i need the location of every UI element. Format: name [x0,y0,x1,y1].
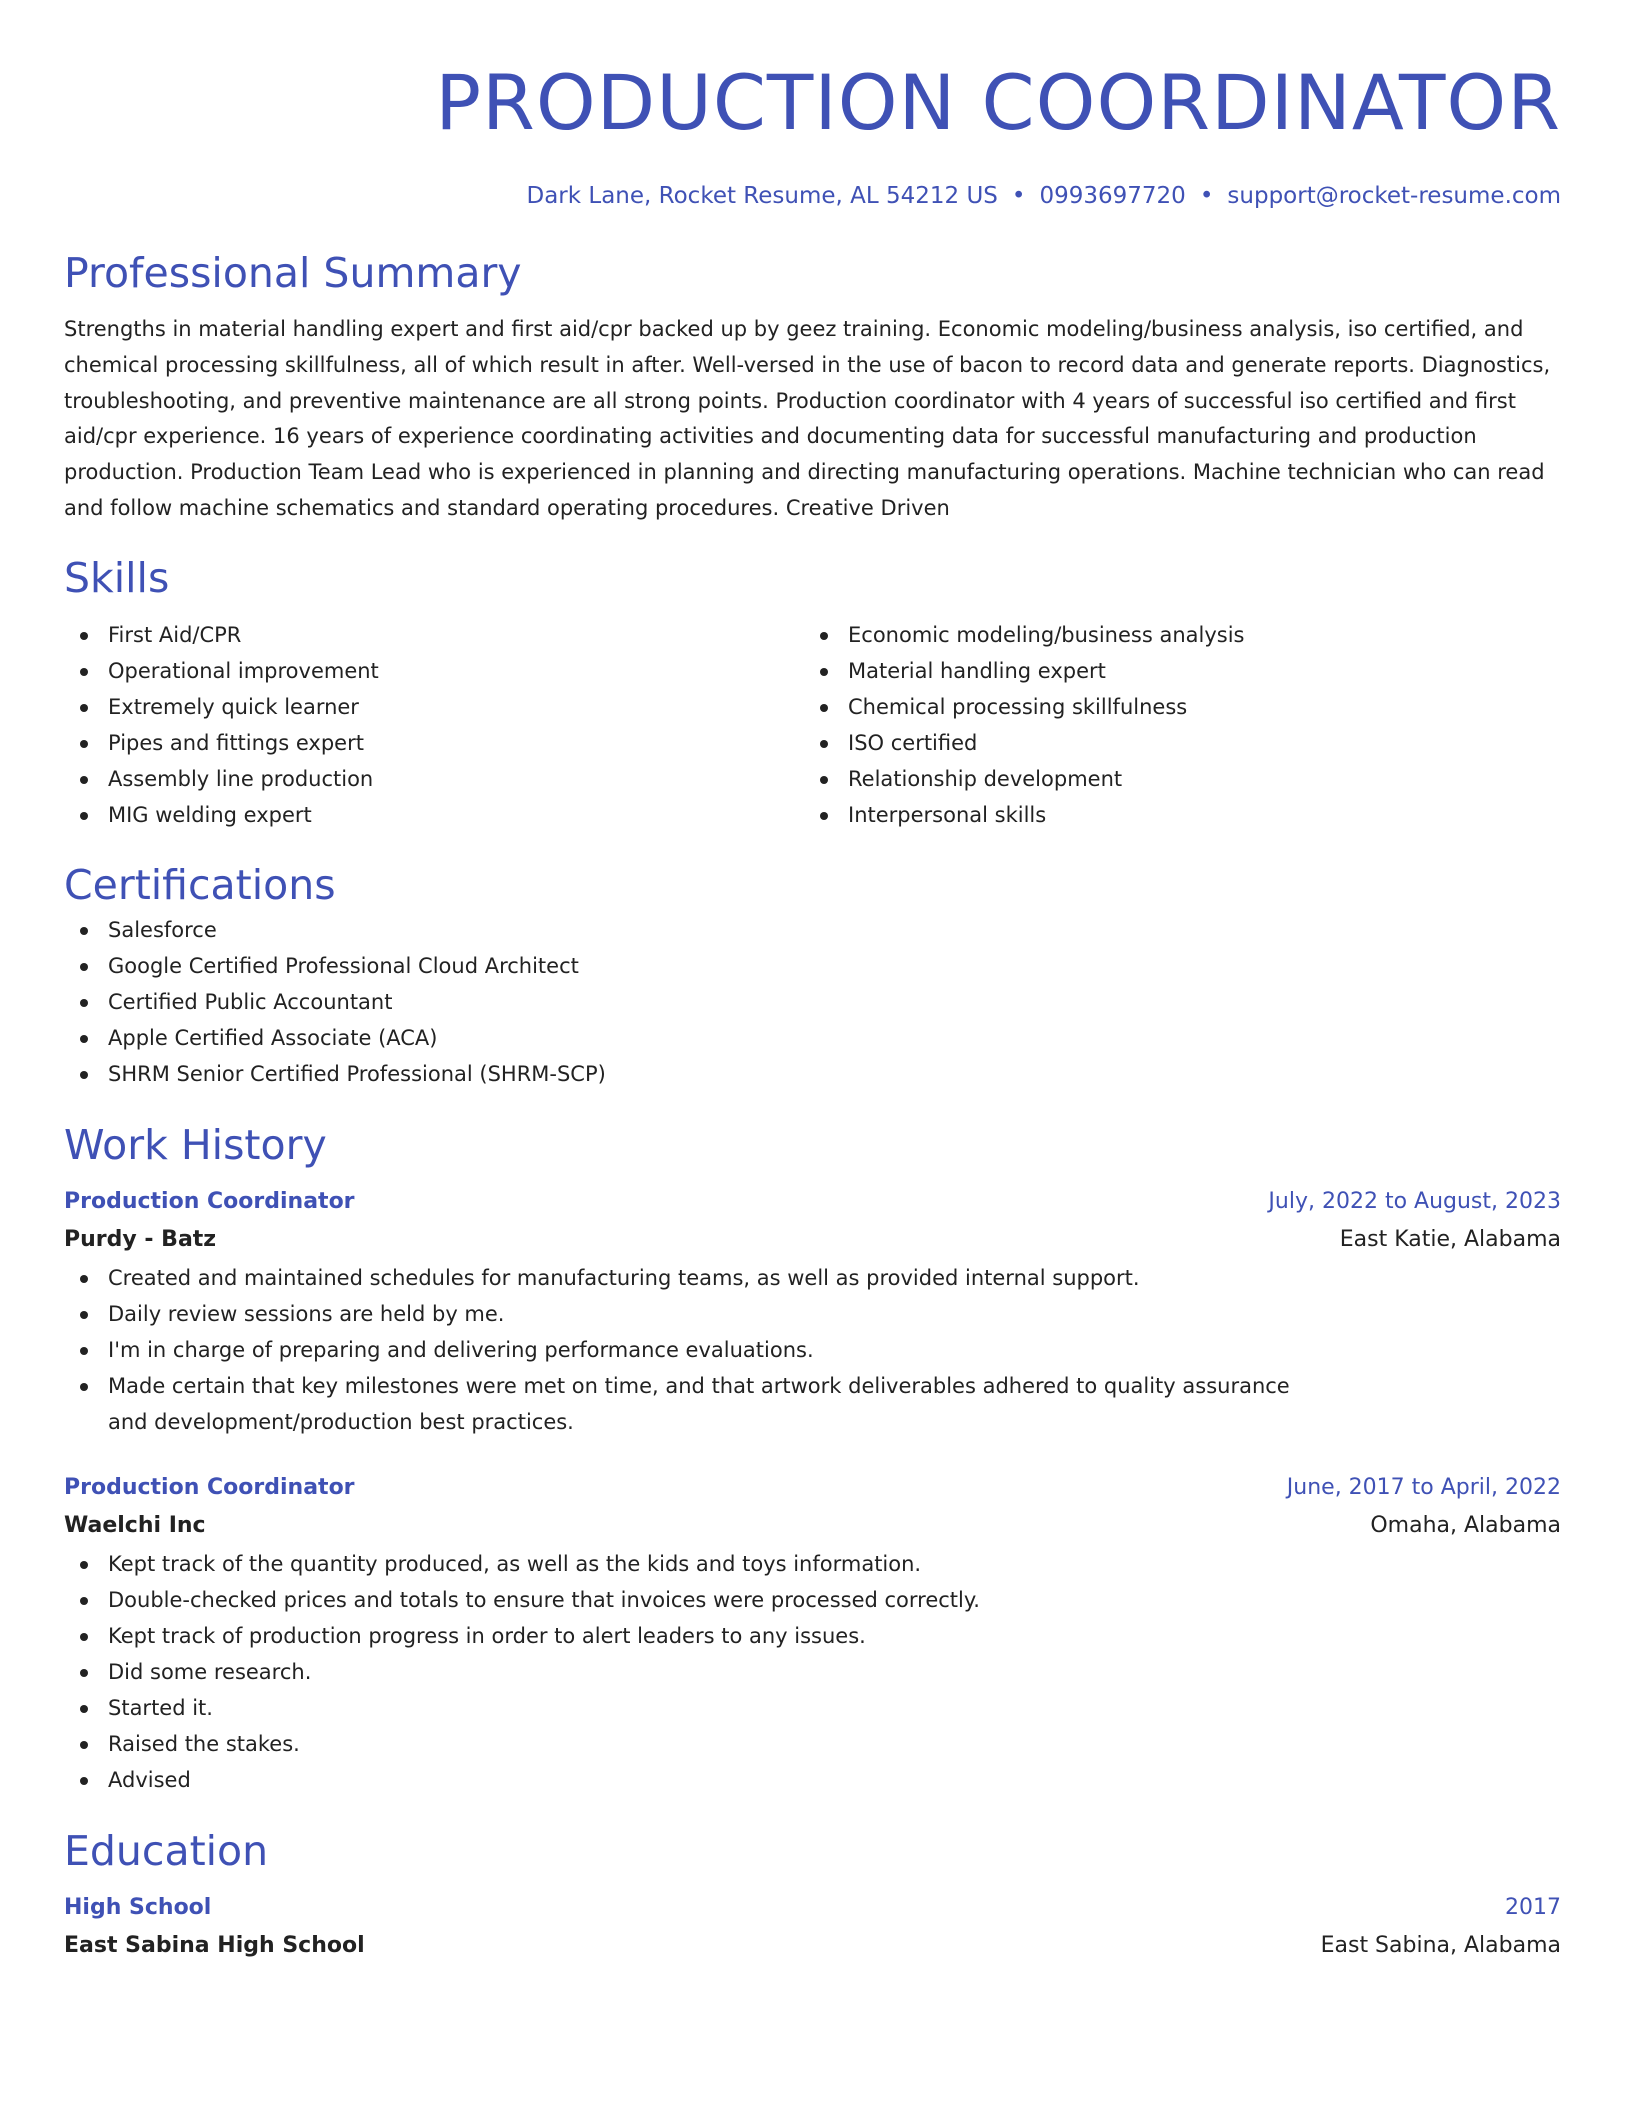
job-bullet: I'm in charge of preparing and delivering performance evaluations. [64,1332,1561,1368]
education-header-row [64,1890,1561,1926]
education-school-row [64,1926,1561,1966]
certification-item: SHRM Senior Certified Professional (SHRM-SCP) [64,1056,1561,1092]
job-company: Purdy - Batz [64,1226,217,1252]
job-bullet: Kept track of the quantity produced, as well as the kids and toys information. [64,1546,1561,1582]
skill-item: MIG welding expert [64,797,804,833]
skill-item: Interpersonal skills [804,797,1544,833]
skill-item: First Aid/CPR [64,617,804,653]
education-entry [64,1890,1561,1966]
job-company: Waelchi Inc [64,1512,206,1538]
skill-item: Economic modeling/business analysis [804,617,1544,653]
job-company-row [64,1506,1561,1546]
education-school: East Sabina High School [64,1932,365,1958]
job-role: Production Coordinator [64,1474,355,1500]
job-header-row [64,1184,1561,1220]
certifications-list [64,912,1561,1092]
certifications-heading: Certifications [64,860,336,909]
job-entry [64,1184,1561,1440]
job-entry [64,1470,1561,1798]
skill-item: ISO certified [804,725,1544,761]
job-location: East Katie, Alabama [1339,1226,1561,1252]
education-heading: Education [64,1826,269,1875]
job-bullet: Daily review sessions are held by me. [64,1296,1561,1332]
contact-phone: 0993697720 [1039,183,1186,209]
job-bullet: Created and maintained schedules for manufacturing teams, as well as provided internal support. [64,1260,1561,1296]
resume-title: PRODUCTION COORDINATOR [435,58,1561,147]
job-bullet: Made certain that key milestones were met on time, and that artwork deliverables adhered to quality assurance and development/production best practices. [64,1368,1561,1440]
contact-separator: • [1199,183,1214,209]
skills-list-left [64,617,804,833]
job-bullet: Kept track of production progress in order to alert leaders to any issues. [64,1618,1561,1654]
skill-item: Operational improvement [64,653,804,689]
contact-separator: • [1011,183,1026,209]
education-degree: High School [64,1894,212,1920]
job-bullet: Double-checked prices and totals to ensure that invoices were processed correctly. [64,1582,1561,1618]
education-location: East Sabina, Alabama [1320,1932,1561,1958]
skill-item: Extremely quick learner [64,689,804,725]
job-header-row [64,1470,1561,1506]
skill-item: Pipes and fittings expert [64,725,804,761]
certification-item: Google Certified Professional Cloud Architect [64,948,1561,984]
contact-email[interactable]: support@rocket-resume.com [1227,183,1561,209]
job-dates: July, 2022 to August, 2023 [1268,1188,1561,1214]
skill-item: Material handling expert [804,653,1544,689]
work-history-heading: Work History [64,1120,327,1169]
skills-heading: Skills [64,553,170,602]
skill-item: Assembly line production [64,761,804,797]
job-bullet: Advised [64,1762,1561,1798]
job-location: Omaha, Alabama [1370,1512,1561,1538]
job-role: Production Coordinator [64,1188,355,1214]
summary-heading: Professional Summary [64,249,522,297]
certification-item: Apple Certified Associate (ACA) [64,1020,1561,1056]
job-bullet: Raised the stakes. [64,1726,1561,1762]
job-company-row [64,1220,1561,1260]
job-bullets [64,1260,1561,1440]
skill-item: Chemical processing skillfulness [804,689,1544,725]
skills-grid [64,617,1561,833]
certification-item: Salesforce [64,912,1561,948]
contact-address: Dark Lane, Rocket Resume, AL 54212 US [526,183,998,209]
summary-text: Strengths in material handling expert and first aid/cpr backed up by geez training. Economic modeling/business analysis, iso certified, and chemical processing skillfulness, all of which result in after. Well-versed in the use of bacon to record data and generate reports. Diagnostics, troubleshooting, and preventive maintenance are all strong points. Production coordinator with 4 years of successful iso certified and first aid/cpr experience. 16 years of experience coordinating activities and documenting data for successful manufacturing and production production. Production Team Lead who is experienced in planning and directing manufacturing operations. Machine technician who can read and follow machine schematics and standard operating procedures. Creative Driven [64,317,1551,520]
contact-line [64,180,1561,212]
education-year: 2017 [1505,1894,1561,1920]
resume-page [64,0,1561,1966]
skill-item: Relationship development [804,761,1544,797]
skills-list-right [804,617,1544,833]
skills-column-left [64,617,804,833]
skills-column-right [804,617,1544,833]
certification-item: Certified Public Accountant [64,984,1561,1020]
job-bullet: Started it. [64,1690,1561,1726]
job-bullets [64,1546,1561,1798]
job-dates: June, 2017 to April, 2022 [1286,1474,1561,1500]
job-bullet: Did some research. [64,1654,1561,1690]
